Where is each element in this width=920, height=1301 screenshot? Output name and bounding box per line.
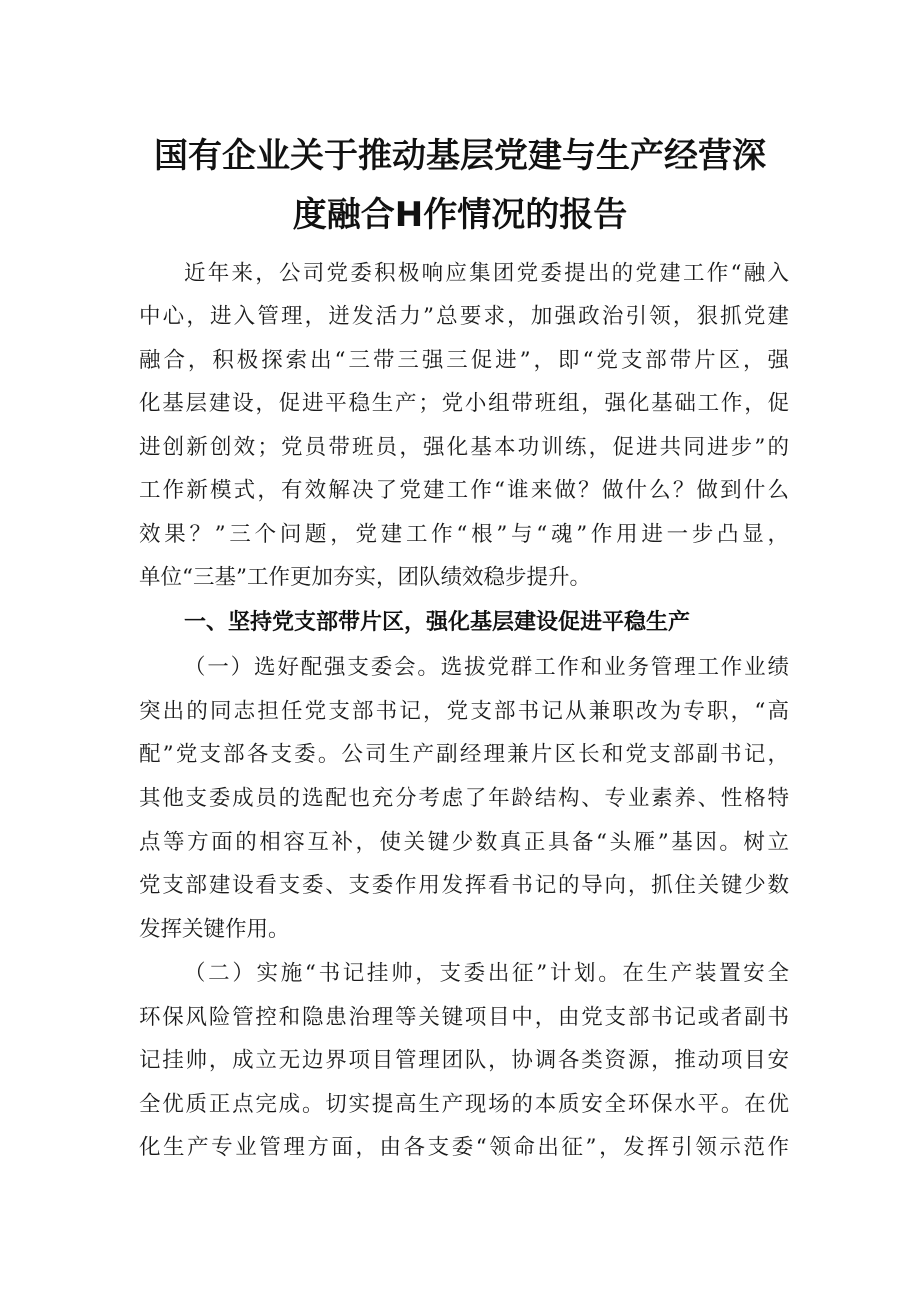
section-heading: 一、坚持党支部带片区，强化基层建设促进平稳生产 xyxy=(184,610,691,635)
paragraph-1-line: （一）选好配强支委会。选拔党群工作和业务管理工作业绩 xyxy=(184,655,789,680)
intro-line: 近年来，公司党委积极响应集团党委提出的党建工作“融入 xyxy=(184,261,789,286)
paragraph-2-line: 环保风险管控和隐患治理等关键项目中，由党支部书记或者副书 xyxy=(139,1005,789,1030)
paragraph-1-line: 党支部建设看支委、支委作用发挥看书记的导向，抓住关键少数 xyxy=(139,873,789,898)
intro-line: 融合，积极探索出“三带三强三促进”，即“党支部带片区，强 xyxy=(139,348,789,373)
paragraph-1-line: 点等方面的相容互补，使关键少数真正具备“头雁”基因。树立 xyxy=(139,830,789,855)
intro-line: 中心，进入管理，迸发活力”总要求，加强政治引领，狠抓党建 xyxy=(139,304,789,329)
paragraph-1-line: 其他支委成员的选配也充分考虑了年龄结构、专业素养、性格特 xyxy=(139,786,789,811)
paragraph-2-line: 化生产专业管理方面，由各支委“领命出征”，发挥引领示范作 xyxy=(139,1135,789,1160)
intro-line: 单位“三基”工作更加夯实，团队绩效稳步提升。 xyxy=(139,565,591,590)
paragraph-1-line: 发挥关键作用。 xyxy=(139,917,290,942)
paragraph-2-line: 全优质正点完成。切实提高生产现场的本质安全环保水平。在优 xyxy=(139,1092,789,1117)
document-title-line-2: 度融合H作情况的报告 xyxy=(292,195,628,235)
intro-line: 化基层建设，促进平稳生产；党小组带班组，强化基础工作，促 xyxy=(139,391,789,416)
document-title-line-1: 国有企业关于推动基层党建与生产经营深 xyxy=(154,136,766,176)
paragraph-1-line: 突出的同志担任党支部书记，党支部书记从兼职改为专职，“高 xyxy=(139,699,789,724)
paragraph-1-line: 配”党支部各支委。公司生产副经理兼片区长和党支部副书记， xyxy=(139,742,789,767)
intro-line: 进创新创效；党员带班员，强化基本功训练，促进共同进步”的 xyxy=(139,435,789,460)
intro-line: 工作新模式，有效解决了党建工作“谁来做？做什么？做到什么 xyxy=(139,478,789,503)
intro-line: 效果？”三个问题，党建工作“根”与“魂”作用进一步凸显， xyxy=(139,522,789,547)
paragraph-2-line: （二）实施“书记挂帅，支委出征”计划。在生产装置安全 xyxy=(184,961,789,986)
paragraph-2-line: 记挂帅，成立无边界项目管理团队，协调各类资源，推动项目安 xyxy=(139,1048,789,1073)
